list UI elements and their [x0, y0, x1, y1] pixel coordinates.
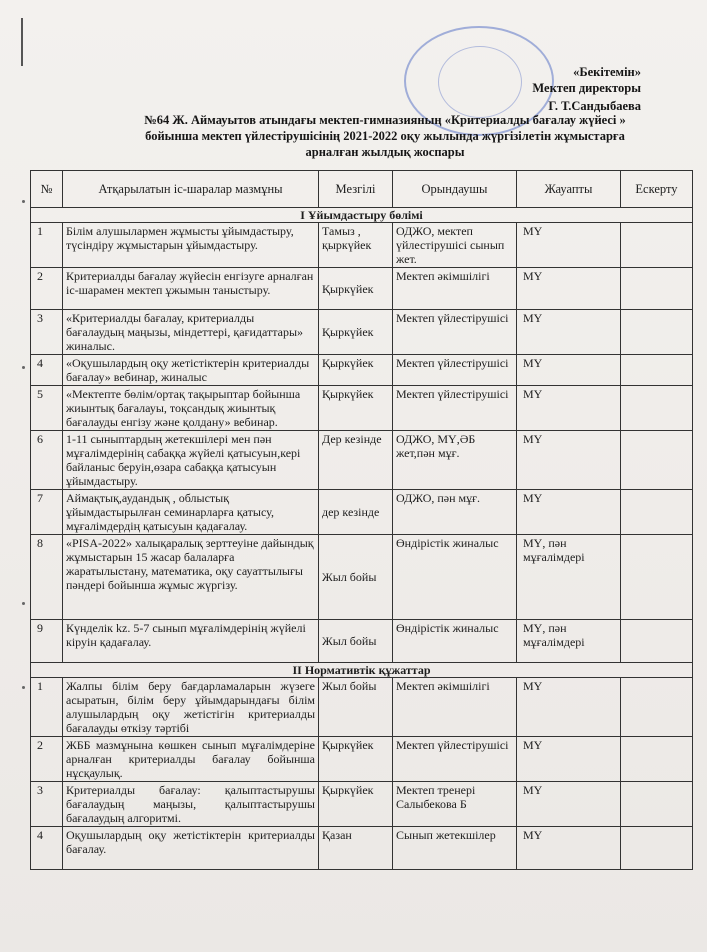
time-period: Қыркүйек: [319, 386, 393, 431]
responsible: МҮ: [517, 386, 621, 431]
approval-label: «Бекітемін»: [573, 65, 641, 79]
section-row: [31, 663, 693, 678]
header-cell: Орындаушы: [393, 171, 517, 208]
activity-content: Критериалды бағалау жүйесін енгізуге арналған іс-шарамен мектеп ұжымын таныстыру.: [63, 268, 319, 310]
table-row: [31, 620, 693, 663]
note: [621, 268, 693, 310]
title-line-2: бойынша мектеп үйлестірушісінің 2021-2022 оқу жылында жүргізілетін жұмыстарға: [145, 129, 625, 143]
header-cell: №: [31, 171, 63, 208]
executor: Мектеп әкімшілігі: [393, 268, 517, 310]
time-period: Жыл бойы: [319, 620, 393, 663]
activity-content: «PISA-2022» халықаралық зерттеуіне дайындық жұмыстарын 15 жасар балаларға жаратылыстану, математика, оқу сауаттылығы пәндері бойынша жұмыс жүргізу.: [63, 535, 319, 620]
table-row: [31, 535, 693, 620]
activity-content: «Мектепте бөлім/ортақ тақырыптар бойынша жиынтық бағалауы, тоқсандық жиынтық бағалауды енгізу және қолдану» вебинар.: [63, 386, 319, 431]
responsible: МҮ: [517, 678, 621, 737]
executor: ОДЖО, пән мұғ.: [393, 490, 517, 535]
responsible: МҮ: [517, 355, 621, 386]
note: [621, 310, 693, 355]
document-title: [90, 112, 680, 160]
time-period: Жыл бойы: [319, 678, 393, 737]
header-cell: Атқарылатын іс-шаралар мазмұны: [63, 171, 319, 208]
header-row: [31, 171, 693, 208]
row-number: 9: [31, 620, 63, 663]
responsible: МҮ: [517, 268, 621, 310]
activity-content: 1-11 сыныптардың жетекшілері мен пән мұғалімдерінің сабаққа жүйелі қатысуын,кері байланыс беруін,өзара сабаққа қатысуын ұйымдастыру.: [63, 431, 319, 490]
row-number: 7: [31, 490, 63, 535]
plan-table: [30, 170, 693, 870]
header-cell: Жауапты: [517, 171, 621, 208]
note: [621, 782, 693, 827]
row-number: 3: [31, 782, 63, 827]
activity-content: «Оқушылардың оқу жетістіктерін критериалды бағалау» вебинар, жиналыс: [63, 355, 319, 386]
executor: Өндірістік жиналыс: [393, 620, 517, 663]
row-number: 6: [31, 431, 63, 490]
title-line-1: №64 Ж. Аймауытов атындағы мектеп-гимназияның «Критериалды бағалау жүйесі »: [144, 113, 626, 127]
time-period: Жыл бойы: [319, 535, 393, 620]
row-number: 5: [31, 386, 63, 431]
table-row: [31, 310, 693, 355]
executor: Мектеп үйлестірушісі: [393, 386, 517, 431]
row-number: 2: [31, 268, 63, 310]
note: [621, 678, 693, 737]
table-row: [31, 782, 693, 827]
time-period: Қазан: [319, 827, 393, 870]
row-number: 3: [31, 310, 63, 355]
time-period: Қыркүйек: [319, 268, 393, 310]
table-row: [31, 268, 693, 310]
activity-content: Жалпы білім беру бағдарламаларын жүзеге асыратын, білім беру ұйымдарындағы білім алушылардың оқу жетістігін критериалды бағалауды өткізу тәртібі: [63, 678, 319, 737]
responsible: МҮ: [517, 490, 621, 535]
executor: Өндірістік жиналыс: [393, 535, 517, 620]
table-row: [31, 737, 693, 782]
row-number: 1: [31, 223, 63, 268]
time-period: Қыркүйек: [319, 310, 393, 355]
activity-content: ЖББ мазмұнына көшкен сынып мұғалімдеріне арналған критериалды бағалау бойынша нұсқаулық.: [63, 737, 319, 782]
executor: Мектеп үйлестірушісі: [393, 310, 517, 355]
executor: Мектеп тренері Салыбекова Б: [393, 782, 517, 827]
margin-mark: [21, 18, 23, 66]
row-number: 8: [31, 535, 63, 620]
activity-content: Білім алушылармен жұмысты ұйымдастыру, түсіндіру жұмыстарын ұйымдастыру.: [63, 223, 319, 268]
scan-dot: [22, 200, 25, 203]
row-number: 2: [31, 737, 63, 782]
executor: Мектеп үйлестірушісі: [393, 355, 517, 386]
table-row: [31, 355, 693, 386]
note: [621, 535, 693, 620]
responsible: МҮ: [517, 737, 621, 782]
executor: Мектеп әкімшілігі: [393, 678, 517, 737]
responsible: МҮ: [517, 310, 621, 355]
activity-content: «Критериалды бағалау, критериалды бағалаудың маңызы, міндеттері, қағидаттары» жиналыс.: [63, 310, 319, 355]
title-line-3: арналған жылдық жоспары: [305, 145, 465, 159]
time-period: Тамыз , қыркүйек: [319, 223, 393, 268]
table-row: [31, 827, 693, 870]
activity-content: Критериалды бағалау: қалыптастырушы бағалаудың маңызы, қалыптастырушы бағалаудың алгоритмі.: [63, 782, 319, 827]
row-number: 4: [31, 827, 63, 870]
note: [621, 386, 693, 431]
scan-dot: [22, 366, 25, 369]
scan-dot: [22, 602, 25, 605]
row-number: 1: [31, 678, 63, 737]
activity-content: Аймақтық,аудандық , облыстық ұйымдастырылған семинарларға қатысу, мұғалімдердің қатысуын қадағалау.: [63, 490, 319, 535]
table-row: [31, 386, 693, 431]
executor: ОДЖО, мектеп үйлестірушісі сынып жет.: [393, 223, 517, 268]
executor: ОДЖО, МҮ,ӘБ жет,пән мұғ.: [393, 431, 517, 490]
table-row: [31, 678, 693, 737]
activity-content: Оқушылардың оқу жетістіктерін критериалды бағалау.: [63, 827, 319, 870]
section-title: II Нормативтік құжаттар: [31, 663, 693, 678]
header-cell: Мезгілі: [319, 171, 393, 208]
responsible: МҮ: [517, 431, 621, 490]
header-cell: Ескерту: [621, 171, 693, 208]
time-period: Қыркүйек: [319, 782, 393, 827]
note: [621, 431, 693, 490]
approval-name: Г. Т.Сандыбаева: [548, 99, 641, 113]
note: [621, 827, 693, 870]
responsible: МҮ, пән мұғалімдері: [517, 620, 621, 663]
responsible: МҮ: [517, 782, 621, 827]
table-row: [31, 431, 693, 490]
section-row: [31, 208, 693, 223]
row-number: 4: [31, 355, 63, 386]
note: [621, 490, 693, 535]
note: [621, 355, 693, 386]
approval-block: [532, 64, 641, 114]
responsible: МҮ, пән мұғалімдері: [517, 535, 621, 620]
time-period: Дер кезінде: [319, 431, 393, 490]
plan-body: [31, 208, 693, 870]
table-row: [31, 490, 693, 535]
responsible: МҮ: [517, 223, 621, 268]
note: [621, 620, 693, 663]
activity-content: Күнделік kz. 5-7 сынып мұғалімдерінің жүйелі кіруін қадағалау.: [63, 620, 319, 663]
section-title: I Ұйымдастыру бөлімі: [31, 208, 693, 223]
time-period: дер кезінде: [319, 490, 393, 535]
executor: Сынып жетекшілер: [393, 827, 517, 870]
time-period: Қыркүйек: [319, 355, 393, 386]
table-row: [31, 223, 693, 268]
note: [621, 737, 693, 782]
scan-dot: [22, 686, 25, 689]
note: [621, 223, 693, 268]
executor: Мектеп үйлестірушісі: [393, 737, 517, 782]
time-period: Қыркүйек: [319, 737, 393, 782]
approval-position: Мектеп директоры: [532, 81, 641, 95]
responsible: МҮ: [517, 827, 621, 870]
